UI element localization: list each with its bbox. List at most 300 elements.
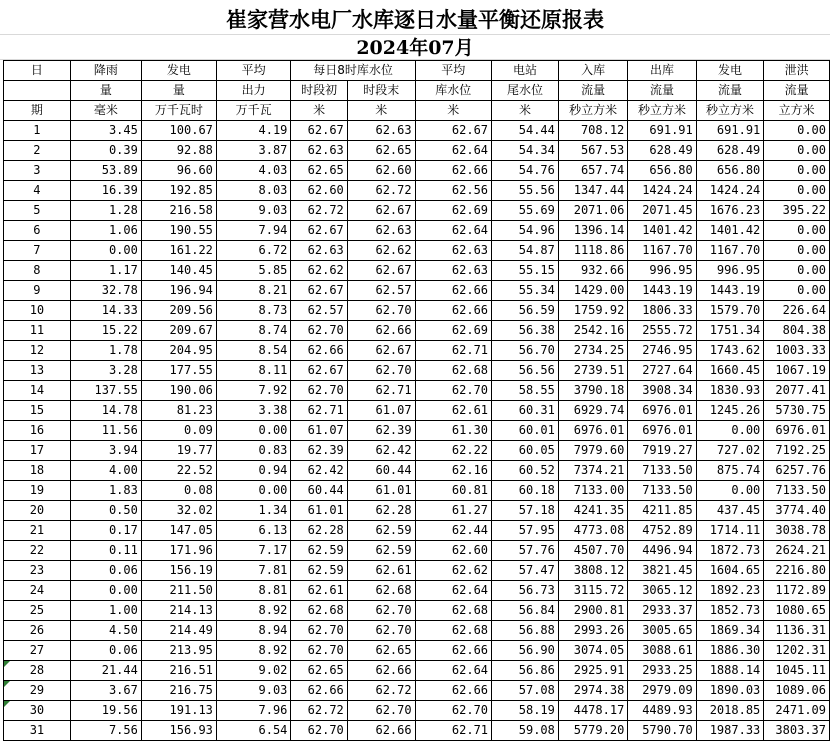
value-cell[interactable]: 1743.62 <box>696 341 764 361</box>
value-cell[interactable]: 1890.03 <box>696 681 764 701</box>
value-cell[interactable]: 55.34 <box>492 281 559 301</box>
value-cell[interactable]: 3808.12 <box>558 561 627 581</box>
value-cell[interactable]: 1167.70 <box>628 241 696 261</box>
value-cell[interactable]: 1089.06 <box>764 681 830 701</box>
day-cell[interactable]: 27 <box>4 641 71 661</box>
value-cell[interactable]: 61.01 <box>291 501 347 521</box>
value-cell[interactable]: 3005.65 <box>628 621 696 641</box>
value-cell[interactable]: 214.49 <box>141 621 216 641</box>
day-cell[interactable]: 22 <box>4 541 71 561</box>
header-cell[interactable]: 泄洪 <box>764 61 830 81</box>
value-cell[interactable]: 1.78 <box>70 341 141 361</box>
value-cell[interactable]: 0.00 <box>764 181 830 201</box>
value-cell[interactable]: 56.88 <box>492 621 559 641</box>
value-cell[interactable]: 1396.14 <box>558 221 627 241</box>
header-cell[interactable]: 量 <box>70 81 141 101</box>
value-cell[interactable]: 2077.41 <box>764 381 830 401</box>
value-cell[interactable]: 804.38 <box>764 321 830 341</box>
value-cell[interactable]: 62.59 <box>291 561 347 581</box>
value-cell[interactable]: 57.95 <box>492 521 559 541</box>
value-cell[interactable]: 1806.33 <box>628 301 696 321</box>
value-cell[interactable]: 32.78 <box>70 281 141 301</box>
value-cell[interactable]: 62.66 <box>415 641 491 661</box>
value-cell[interactable]: 57.18 <box>492 501 559 521</box>
value-cell[interactable]: 62.72 <box>291 201 347 221</box>
value-cell[interactable]: 2993.26 <box>558 621 627 641</box>
value-cell[interactable]: 3790.18 <box>558 381 627 401</box>
value-cell[interactable]: 7.92 <box>216 381 291 401</box>
value-cell[interactable]: 9.03 <box>216 681 291 701</box>
value-cell[interactable]: 62.67 <box>415 121 491 141</box>
value-cell[interactable]: 2555.72 <box>628 321 696 341</box>
day-cell[interactable]: 18 <box>4 461 71 481</box>
header-cell[interactable]: 期 <box>4 101 71 121</box>
value-cell[interactable]: 62.66 <box>291 341 347 361</box>
value-cell[interactable]: 61.27 <box>415 501 491 521</box>
value-cell[interactable]: 60.44 <box>347 461 415 481</box>
value-cell[interactable]: 190.06 <box>141 381 216 401</box>
value-cell[interactable]: 2900.81 <box>558 601 627 621</box>
value-cell[interactable]: 4507.70 <box>558 541 627 561</box>
value-cell[interactable]: 8.73 <box>216 301 291 321</box>
value-cell[interactable]: 6257.76 <box>764 461 830 481</box>
value-cell[interactable]: 7.17 <box>216 541 291 561</box>
value-cell[interactable]: 55.56 <box>492 181 559 201</box>
value-cell[interactable]: 0.00 <box>216 421 291 441</box>
value-cell[interactable]: 62.62 <box>347 241 415 261</box>
value-cell[interactable]: 62.70 <box>291 621 347 641</box>
value-cell[interactable]: 5730.75 <box>764 401 830 421</box>
value-cell[interactable]: 3088.61 <box>628 641 696 661</box>
value-cell[interactable]: 1.06 <box>70 221 141 241</box>
value-cell[interactable]: 3803.37 <box>764 721 830 741</box>
value-cell[interactable]: 1.83 <box>70 481 141 501</box>
value-cell[interactable]: 62.39 <box>291 441 347 461</box>
value-cell[interactable]: 62.66 <box>415 161 491 181</box>
header-cell[interactable]: 米 <box>347 101 415 121</box>
value-cell[interactable]: 62.67 <box>291 281 347 301</box>
value-cell[interactable]: 2979.09 <box>628 681 696 701</box>
value-cell[interactable]: 62.62 <box>291 261 347 281</box>
value-cell[interactable]: 3.67 <box>70 681 141 701</box>
value-cell[interactable]: 0.00 <box>764 281 830 301</box>
value-cell[interactable]: 56.86 <box>492 661 559 681</box>
header-cell[interactable] <box>4 81 71 101</box>
value-cell[interactable]: 53.89 <box>70 161 141 181</box>
value-cell[interactable]: 62.61 <box>291 581 347 601</box>
day-cell[interactable]: 6 <box>4 221 71 241</box>
value-cell[interactable]: 60.31 <box>492 401 559 421</box>
value-cell[interactable]: 177.55 <box>141 361 216 381</box>
value-cell[interactable]: 54.76 <box>492 161 559 181</box>
value-cell[interactable]: 7133.50 <box>764 481 830 501</box>
value-cell[interactable]: 62.60 <box>291 181 347 201</box>
value-cell[interactable]: 3821.45 <box>628 561 696 581</box>
value-cell[interactable]: 6.13 <box>216 521 291 541</box>
value-cell[interactable]: 55.69 <box>492 201 559 221</box>
value-cell[interactable]: 8.81 <box>216 581 291 601</box>
value-cell[interactable]: 9.03 <box>216 201 291 221</box>
value-cell[interactable]: 1.17 <box>70 261 141 281</box>
value-cell[interactable]: 0.00 <box>764 221 830 241</box>
value-cell[interactable]: 62.70 <box>291 641 347 661</box>
value-cell[interactable]: 7133.50 <box>628 481 696 501</box>
value-cell[interactable]: 2933.37 <box>628 601 696 621</box>
header-cell[interactable]: 毫米 <box>70 101 141 121</box>
value-cell[interactable]: 1045.11 <box>764 661 830 681</box>
value-cell[interactable]: 19.56 <box>70 701 141 721</box>
value-cell[interactable]: 4.50 <box>70 621 141 641</box>
day-cell[interactable]: 24 <box>4 581 71 601</box>
value-cell[interactable]: 2734.25 <box>558 341 627 361</box>
value-cell[interactable]: 4752.89 <box>628 521 696 541</box>
value-cell[interactable]: 656.80 <box>696 161 764 181</box>
value-cell[interactable]: 62.66 <box>415 281 491 301</box>
value-cell[interactable]: 7133.00 <box>558 481 627 501</box>
value-cell[interactable]: 2746.95 <box>628 341 696 361</box>
value-cell[interactable]: 3908.34 <box>628 381 696 401</box>
value-cell[interactable]: 656.80 <box>628 161 696 181</box>
header-cell[interactable]: 平均 <box>216 61 291 81</box>
value-cell[interactable]: 161.22 <box>141 241 216 261</box>
value-cell[interactable]: 57.76 <box>492 541 559 561</box>
value-cell[interactable]: 62.64 <box>415 221 491 241</box>
value-cell[interactable]: 0.50 <box>70 501 141 521</box>
value-cell[interactable]: 55.15 <box>492 261 559 281</box>
day-cell[interactable]: 21 <box>4 521 71 541</box>
value-cell[interactable]: 1136.31 <box>764 621 830 641</box>
value-cell[interactable]: 0.39 <box>70 141 141 161</box>
value-cell[interactable]: 2018.85 <box>696 701 764 721</box>
value-cell[interactable]: 19.77 <box>141 441 216 461</box>
day-cell[interactable]: 25 <box>4 601 71 621</box>
day-cell[interactable]: 26 <box>4 621 71 641</box>
value-cell[interactable]: 192.85 <box>141 181 216 201</box>
header-cell[interactable]: 量 <box>141 81 216 101</box>
value-cell[interactable]: 1579.70 <box>696 301 764 321</box>
day-cell[interactable]: 9 <box>4 281 71 301</box>
value-cell[interactable]: 3.28 <box>70 361 141 381</box>
value-cell[interactable]: 3074.05 <box>558 641 627 661</box>
value-cell[interactable]: 1080.65 <box>764 601 830 621</box>
value-cell[interactable]: 0.06 <box>70 561 141 581</box>
value-cell[interactable]: 62.61 <box>415 401 491 421</box>
value-cell[interactable]: 62.65 <box>291 161 347 181</box>
value-cell[interactable]: 4496.94 <box>628 541 696 561</box>
value-cell[interactable]: 61.01 <box>347 481 415 501</box>
value-cell[interactable]: 62.65 <box>291 661 347 681</box>
value-cell[interactable]: 56.59 <box>492 301 559 321</box>
value-cell[interactable]: 62.70 <box>415 381 491 401</box>
value-cell[interactable]: 62.42 <box>347 441 415 461</box>
value-cell[interactable]: 1604.65 <box>696 561 764 581</box>
value-cell[interactable]: 62.70 <box>291 321 347 341</box>
day-cell[interactable]: 1 <box>4 121 71 141</box>
value-cell[interactable]: 60.52 <box>492 461 559 481</box>
value-cell[interactable]: 62.68 <box>291 601 347 621</box>
value-cell[interactable]: 8.94 <box>216 621 291 641</box>
day-cell[interactable]: 20 <box>4 501 71 521</box>
value-cell[interactable]: 62.16 <box>415 461 491 481</box>
value-cell[interactable]: 62.69 <box>415 201 491 221</box>
value-cell[interactable]: 216.58 <box>141 201 216 221</box>
value-cell[interactable]: 62.66 <box>291 681 347 701</box>
day-cell[interactable]: 28 <box>4 661 71 681</box>
value-cell[interactable]: 1886.30 <box>696 641 764 661</box>
day-cell[interactable]: 19 <box>4 481 71 501</box>
value-cell[interactable]: 1067.19 <box>764 361 830 381</box>
value-cell[interactable]: 1869.34 <box>696 621 764 641</box>
value-cell[interactable]: 708.12 <box>558 121 627 141</box>
value-cell[interactable]: 1872.73 <box>696 541 764 561</box>
value-cell[interactable]: 56.56 <box>492 361 559 381</box>
value-cell[interactable]: 62.71 <box>415 721 491 741</box>
value-cell[interactable]: 1.00 <box>70 601 141 621</box>
value-cell[interactable]: 3.94 <box>70 441 141 461</box>
value-cell[interactable]: 62.70 <box>291 381 347 401</box>
value-cell[interactable]: 996.95 <box>628 261 696 281</box>
value-cell[interactable]: 2974.38 <box>558 681 627 701</box>
value-cell[interactable]: 0.00 <box>764 241 830 261</box>
value-cell[interactable]: 62.59 <box>347 521 415 541</box>
value-cell[interactable]: 56.90 <box>492 641 559 661</box>
value-cell[interactable]: 171.96 <box>141 541 216 561</box>
header-cell[interactable]: 电站 <box>492 61 559 81</box>
value-cell[interactable]: 62.66 <box>347 661 415 681</box>
value-cell[interactable]: 1443.19 <box>696 281 764 301</box>
value-cell[interactable]: 1852.73 <box>696 601 764 621</box>
value-cell[interactable]: 1347.44 <box>558 181 627 201</box>
value-cell[interactable]: 216.75 <box>141 681 216 701</box>
value-cell[interactable]: 62.68 <box>415 361 491 381</box>
value-cell[interactable]: 54.44 <box>492 121 559 141</box>
value-cell[interactable]: 567.53 <box>558 141 627 161</box>
value-cell[interactable]: 62.66 <box>415 681 491 701</box>
value-cell[interactable]: 3.38 <box>216 401 291 421</box>
value-cell[interactable]: 3774.40 <box>764 501 830 521</box>
value-cell[interactable]: 1202.31 <box>764 641 830 661</box>
value-cell[interactable]: 0.06 <box>70 641 141 661</box>
value-cell[interactable]: 4211.85 <box>628 501 696 521</box>
value-cell[interactable]: 8.54 <box>216 341 291 361</box>
value-cell[interactable]: 0.00 <box>696 481 764 501</box>
value-cell[interactable]: 62.63 <box>291 141 347 161</box>
value-cell[interactable]: 0.00 <box>764 261 830 281</box>
value-cell[interactable]: 54.34 <box>492 141 559 161</box>
value-cell[interactable]: 2071.06 <box>558 201 627 221</box>
value-cell[interactable]: 1751.34 <box>696 321 764 341</box>
value-cell[interactable]: 54.87 <box>492 241 559 261</box>
value-cell[interactable]: 7979.60 <box>558 441 627 461</box>
value-cell[interactable]: 0.00 <box>216 481 291 501</box>
value-cell[interactable]: 62.71 <box>347 381 415 401</box>
value-cell[interactable]: 60.01 <box>492 421 559 441</box>
value-cell[interactable]: 3065.12 <box>628 581 696 601</box>
value-cell[interactable]: 4773.08 <box>558 521 627 541</box>
value-cell[interactable]: 59.08 <box>492 721 559 741</box>
day-cell[interactable]: 17 <box>4 441 71 461</box>
value-cell[interactable]: 92.88 <box>141 141 216 161</box>
value-cell[interactable]: 6.72 <box>216 241 291 261</box>
value-cell[interactable]: 5779.20 <box>558 721 627 741</box>
header-cell[interactable]: 库水位 <box>415 81 491 101</box>
value-cell[interactable]: 214.13 <box>141 601 216 621</box>
value-cell[interactable]: 147.05 <box>141 521 216 541</box>
value-cell[interactable]: 62.65 <box>347 641 415 661</box>
value-cell[interactable]: 60.44 <box>291 481 347 501</box>
value-cell[interactable]: 5.85 <box>216 261 291 281</box>
value-cell[interactable]: 1424.24 <box>628 181 696 201</box>
value-cell[interactable]: 62.68 <box>347 581 415 601</box>
value-cell[interactable]: 1888.14 <box>696 661 764 681</box>
value-cell[interactable]: 62.28 <box>291 521 347 541</box>
value-cell[interactable]: 62.70 <box>415 701 491 721</box>
value-cell[interactable]: 1830.93 <box>696 381 764 401</box>
value-cell[interactable]: 1759.92 <box>558 301 627 321</box>
value-cell[interactable]: 691.91 <box>628 121 696 141</box>
header-cell[interactable]: 流量 <box>558 81 627 101</box>
value-cell[interactable]: 0.09 <box>141 421 216 441</box>
value-cell[interactable]: 6976.01 <box>764 421 830 441</box>
header-cell[interactable]: 平均 <box>415 61 491 81</box>
value-cell[interactable]: 56.38 <box>492 321 559 341</box>
header-cell[interactable]: 流量 <box>628 81 696 101</box>
value-cell[interactable]: 140.45 <box>141 261 216 281</box>
value-cell[interactable]: 1714.11 <box>696 521 764 541</box>
value-cell[interactable]: 62.67 <box>291 221 347 241</box>
value-cell[interactable]: 395.22 <box>764 201 830 221</box>
value-cell[interactable]: 56.70 <box>492 341 559 361</box>
value-cell[interactable]: 875.74 <box>696 461 764 481</box>
value-cell[interactable]: 628.49 <box>696 141 764 161</box>
day-cell[interactable]: 31 <box>4 721 71 741</box>
value-cell[interactable]: 691.91 <box>696 121 764 141</box>
value-cell[interactable]: 2925.91 <box>558 661 627 681</box>
value-cell[interactable]: 62.59 <box>291 541 347 561</box>
value-cell[interactable]: 2727.64 <box>628 361 696 381</box>
value-cell[interactable]: 196.94 <box>141 281 216 301</box>
value-cell[interactable]: 62.57 <box>291 301 347 321</box>
header-cell[interactable]: 出库 <box>628 61 696 81</box>
day-cell[interactable]: 11 <box>4 321 71 341</box>
value-cell[interactable]: 0.00 <box>764 141 830 161</box>
value-cell[interactable]: 62.71 <box>415 341 491 361</box>
value-cell[interactable]: 1660.45 <box>696 361 764 381</box>
value-cell[interactable]: 156.19 <box>141 561 216 581</box>
value-cell[interactable]: 14.33 <box>70 301 141 321</box>
value-cell[interactable]: 62.67 <box>291 361 347 381</box>
value-cell[interactable]: 4478.17 <box>558 701 627 721</box>
header-cell[interactable]: 秒立方米 <box>696 101 764 121</box>
value-cell[interactable]: 2471.09 <box>764 701 830 721</box>
value-cell[interactable]: 62.62 <box>415 561 491 581</box>
value-cell[interactable]: 1401.42 <box>628 221 696 241</box>
value-cell[interactable]: 62.70 <box>291 721 347 741</box>
value-cell[interactable]: 62.64 <box>415 661 491 681</box>
day-cell[interactable]: 4 <box>4 181 71 201</box>
value-cell[interactable]: 0.08 <box>141 481 216 501</box>
header-cell[interactable]: 米 <box>492 101 559 121</box>
value-cell[interactable]: 1245.26 <box>696 401 764 421</box>
day-cell[interactable]: 14 <box>4 381 71 401</box>
value-cell[interactable]: 62.63 <box>291 241 347 261</box>
header-cell[interactable]: 发电 <box>696 61 764 81</box>
value-cell[interactable]: 21.44 <box>70 661 141 681</box>
value-cell[interactable]: 62.63 <box>347 221 415 241</box>
header-cell[interactable]: 立方米 <box>764 101 830 121</box>
value-cell[interactable]: 0.17 <box>70 521 141 541</box>
value-cell[interactable]: 1.28 <box>70 201 141 221</box>
value-cell[interactable]: 62.28 <box>347 501 415 521</box>
value-cell[interactable]: 7.94 <box>216 221 291 241</box>
value-cell[interactable]: 0.11 <box>70 541 141 561</box>
value-cell[interactable]: 62.64 <box>415 141 491 161</box>
value-cell[interactable]: 57.08 <box>492 681 559 701</box>
header-cell[interactable]: 米 <box>415 101 491 121</box>
header-cell[interactable]: 秒立方米 <box>628 101 696 121</box>
day-cell[interactable]: 15 <box>4 401 71 421</box>
value-cell[interactable]: 4489.93 <box>628 701 696 721</box>
value-cell[interactable]: 209.56 <box>141 301 216 321</box>
header-cell[interactable]: 秒立方米 <box>558 101 627 121</box>
value-cell[interactable]: 2624.21 <box>764 541 830 561</box>
value-cell[interactable]: 62.68 <box>415 621 491 641</box>
value-cell[interactable]: 16.39 <box>70 181 141 201</box>
value-cell[interactable]: 6976.01 <box>628 401 696 421</box>
value-cell[interactable]: 62.65 <box>347 141 415 161</box>
value-cell[interactable]: 62.70 <box>347 301 415 321</box>
header-cell[interactable]: 万千瓦 <box>216 101 291 121</box>
day-cell[interactable]: 12 <box>4 341 71 361</box>
value-cell[interactable]: 7192.25 <box>764 441 830 461</box>
value-cell[interactable]: 4.19 <box>216 121 291 141</box>
value-cell[interactable]: 727.02 <box>696 441 764 461</box>
value-cell[interactable]: 54.96 <box>492 221 559 241</box>
value-cell[interactable]: 62.67 <box>347 341 415 361</box>
value-cell[interactable]: 58.19 <box>492 701 559 721</box>
value-cell[interactable]: 61.07 <box>347 401 415 421</box>
value-cell[interactable]: 4.00 <box>70 461 141 481</box>
header-cell[interactable]: 日 <box>4 61 71 81</box>
value-cell[interactable]: 62.70 <box>347 601 415 621</box>
value-cell[interactable]: 0.83 <box>216 441 291 461</box>
day-cell[interactable]: 8 <box>4 261 71 281</box>
value-cell[interactable]: 6.54 <box>216 721 291 741</box>
day-cell[interactable]: 13 <box>4 361 71 381</box>
value-cell[interactable]: 204.95 <box>141 341 216 361</box>
value-cell[interactable]: 62.72 <box>347 681 415 701</box>
value-cell[interactable]: 7.56 <box>70 721 141 741</box>
value-cell[interactable]: 2933.25 <box>628 661 696 681</box>
value-cell[interactable]: 211.50 <box>141 581 216 601</box>
value-cell[interactable]: 628.49 <box>628 141 696 161</box>
value-cell[interactable]: 6976.01 <box>628 421 696 441</box>
value-cell[interactable]: 8.74 <box>216 321 291 341</box>
value-cell[interactable]: 62.67 <box>347 201 415 221</box>
value-cell[interactable]: 15.22 <box>70 321 141 341</box>
value-cell[interactable]: 62.72 <box>347 181 415 201</box>
value-cell[interactable]: 62.64 <box>415 581 491 601</box>
value-cell[interactable]: 8.11 <box>216 361 291 381</box>
value-cell[interactable]: 3.87 <box>216 141 291 161</box>
value-cell[interactable]: 14.78 <box>70 401 141 421</box>
value-cell[interactable]: 1987.33 <box>696 721 764 741</box>
value-cell[interactable]: 62.66 <box>347 721 415 741</box>
value-cell[interactable]: 6976.01 <box>558 421 627 441</box>
value-cell[interactable]: 9.02 <box>216 661 291 681</box>
value-cell[interactable]: 56.84 <box>492 601 559 621</box>
value-cell[interactable]: 8.92 <box>216 601 291 621</box>
